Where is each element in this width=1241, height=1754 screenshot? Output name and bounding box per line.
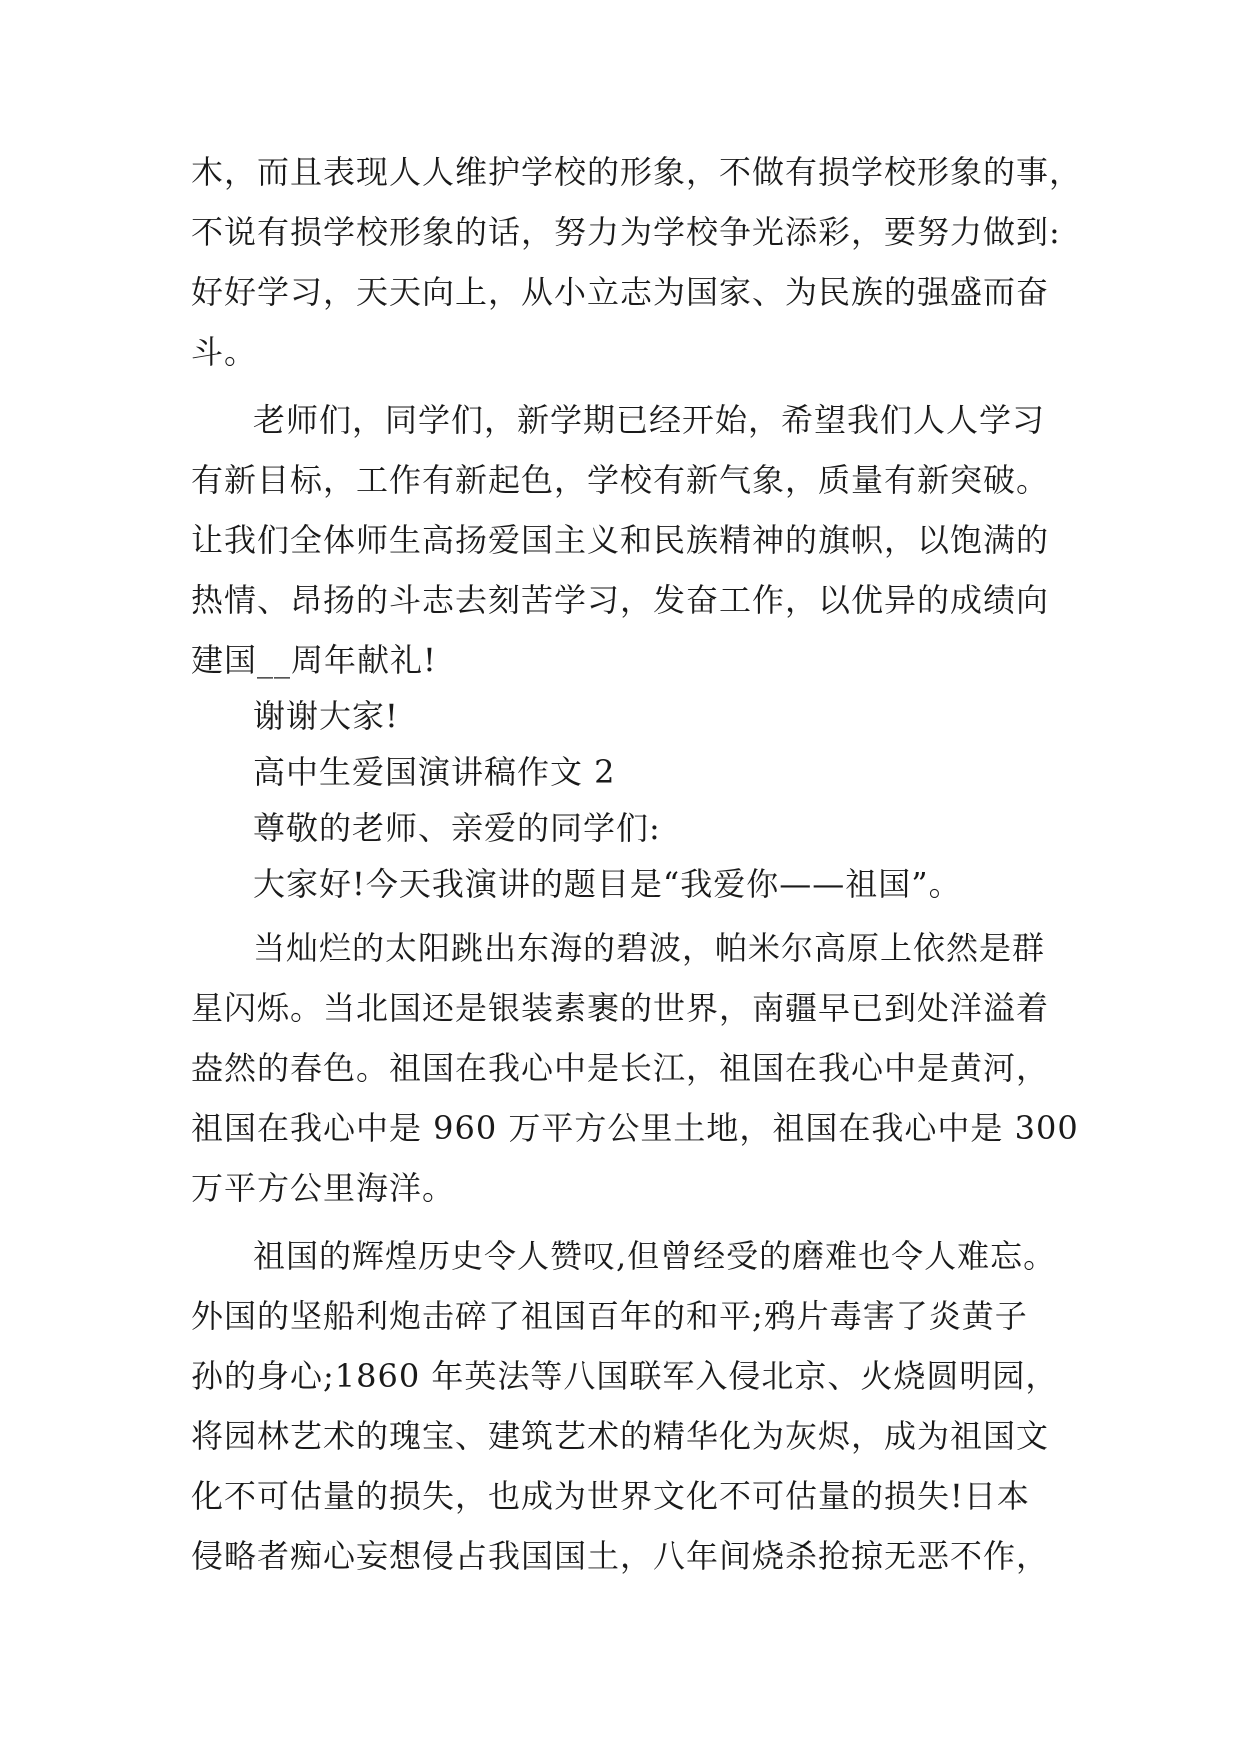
text-line: 化不可估量的损失，也成为世界文化不可估量的损失!日本: [191, 1477, 1030, 1515]
paragraph-first-line: 老师们，同学们，新学期已经开始，希望我们人人学习: [253, 401, 1046, 439]
text-line: 建国__周年献礼!: [191, 641, 437, 679]
text-line: 孙的身心;1860 年英法等八国联军入侵北京、火烧圆明园，: [191, 1357, 1059, 1395]
paragraph-first-line: 祖国的辉煌历史令人赞叹,但曾经受的磨难也令人难忘。: [253, 1237, 1057, 1275]
text-line: 斗。: [191, 333, 258, 371]
text-line: 星闪烁。当北国还是银装素裹的世界，南疆早已到处洋溢着: [191, 989, 1050, 1027]
text-line: 盎然的春色。祖国在我心中是长江，祖国在我心中是黄河，: [191, 1049, 1050, 1087]
closing-line: 谢谢大家!: [253, 697, 399, 735]
text-line: 热情、昂扬的斗志去刻苦学习，发奋工作，以优异的成绩向: [191, 581, 1050, 619]
text-line: 侵略者痴心妄想侵占我国国土，八年间烧杀抢掠无恶不作，: [191, 1537, 1050, 1575]
text-line: 让我们全体师生高扬爱国主义和民族精神的旗帜，以饱满的: [191, 521, 1050, 559]
paragraph-first-line: 当灿烂的太阳跳出东海的碧波，帕米尔高原上依然是群: [253, 929, 1046, 967]
text-line: 有新目标，工作有新起色，学校有新气象，质量有新突破。: [191, 461, 1050, 499]
section-title: 高中生爱国演讲稿作文 2: [253, 753, 616, 791]
text-line: 万平方公里海洋。: [191, 1169, 456, 1207]
text-line: 祖国在我心中是 960 万平方公里土地，祖国在我心中是 300: [191, 1109, 1079, 1147]
text-line: 木，而且表现人人维护学校的形象，不做有损学校形象的事，: [191, 153, 1083, 191]
text-line: 好好学习，天天向上，从小立志为国家、为民族的强盛而奋: [191, 273, 1050, 311]
salutation: 尊敬的老师、亲爱的同学们:: [253, 809, 661, 847]
greeting-line: 大家好!今天我演讲的题目是“我爱你——祖国”。: [253, 865, 962, 903]
text-line: 将园林艺术的瑰宝、建筑艺术的精华化为灰烬，成为祖国文: [191, 1417, 1050, 1455]
text-line: 外国的坚船利炮击碎了祖国百年的和平;鸦片毒害了炎黄子: [191, 1297, 1028, 1335]
text-line: 不说有损学校形象的话，努力为学校争光添彩，要努力做到:: [191, 213, 1061, 251]
